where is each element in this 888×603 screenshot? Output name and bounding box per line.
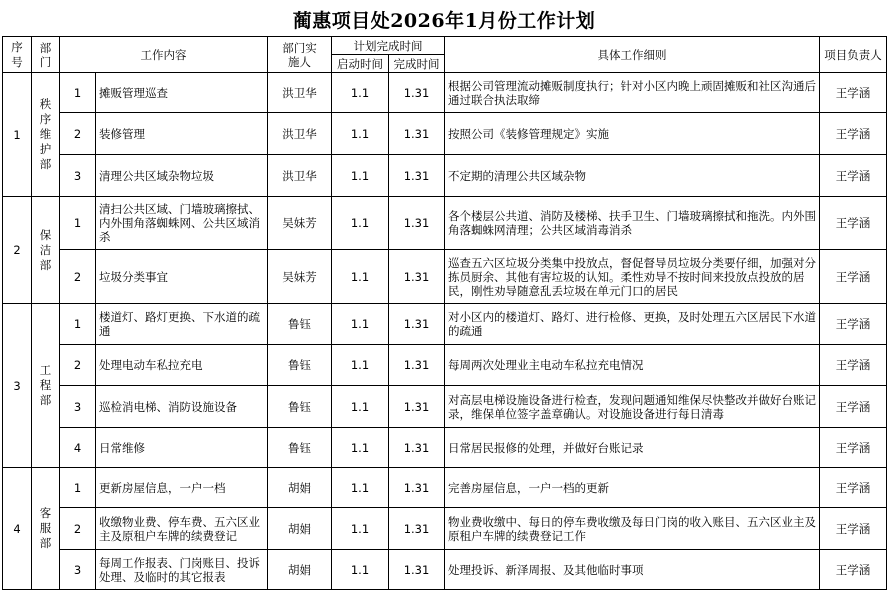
table-row: [3, 113, 887, 155]
row-person: 胡娟: [268, 550, 332, 590]
row-content: 摊贩管理巡查: [96, 73, 268, 113]
row-sub-number: 4: [60, 428, 96, 468]
row-finish: 1.31: [389, 250, 445, 304]
header-implementer: 部门实施人: [268, 37, 332, 73]
group-dept: 客服部: [32, 468, 60, 590]
row-finish: 1.31: [389, 304, 445, 345]
table-row: [3, 508, 887, 550]
row-owner: 王学涵: [820, 304, 887, 345]
row-content: 清理公共区域杂物垃圾: [96, 155, 268, 197]
row-person: 洪卫华: [268, 113, 332, 155]
row-detail: 每周两次处理业主电动车私拉充电情况: [445, 345, 820, 386]
header-start: 启动时间: [332, 55, 389, 73]
row-content: 每周工作报表、门岗账目、投诉处理、及临时的其它报表: [96, 550, 268, 590]
row-start: 1.1: [332, 428, 389, 468]
row-person: 鲁钰: [268, 304, 332, 345]
row-owner: 王学涵: [820, 508, 887, 550]
row-start: 1.1: [332, 386, 389, 428]
work-plan-table: [2, 36, 887, 590]
row-person: 洪卫华: [268, 73, 332, 113]
table-row: [3, 386, 887, 428]
row-start: 1.1: [332, 73, 389, 113]
row-finish: 1.31: [389, 155, 445, 197]
row-detail: 物业费收缴中、每日的停车费收缴及每日门岗的收入账目、五六区业主及原租户车牌的续费登记工作: [445, 508, 820, 550]
row-detail: 完善房屋信息，一户一档的更新: [445, 468, 820, 508]
group-number: 3: [3, 304, 32, 468]
row-person: 鲁钰: [268, 428, 332, 468]
row-finish: 1.31: [389, 468, 445, 508]
row-person: 吴妹芳: [268, 197, 332, 250]
row-owner: 王学涵: [820, 345, 887, 386]
row-content: 巡检消电梯、消防设施设备: [96, 386, 268, 428]
row-sub-number: 2: [60, 250, 96, 304]
row-content: 装修管理: [96, 113, 268, 155]
row-start: 1.1: [332, 197, 389, 250]
row-sub-number: 3: [60, 386, 96, 428]
row-detail: 各个楼层公共道、消防及楼梯、扶手卫生、门墙玻璃擦拭和拖洗。内外围角落蜘蛛网清理；公共区域消毒消杀: [445, 197, 820, 250]
row-sub-number: 2: [60, 508, 96, 550]
table-row: [3, 73, 887, 113]
row-owner: 王学涵: [820, 386, 887, 428]
row-finish: 1.31: [389, 550, 445, 590]
row-sub-number: 2: [60, 113, 96, 155]
table-row: [3, 550, 887, 590]
table-row: [3, 304, 887, 345]
header-content: 工作内容: [60, 37, 268, 73]
row-owner: 王学涵: [820, 155, 887, 197]
row-person: 鲁钰: [268, 345, 332, 386]
row-person: 吴妹芳: [268, 250, 332, 304]
row-start: 1.1: [332, 468, 389, 508]
group-dept: 工程部: [32, 304, 60, 468]
row-start: 1.1: [332, 304, 389, 345]
row-start: 1.1: [332, 113, 389, 155]
row-person: 洪卫华: [268, 155, 332, 197]
group-dept: 秩序维护部: [32, 73, 60, 197]
row-content: 清扫公共区域、门墙玻璃擦拭、内外围角落蜘蛛网、公共区域消杀: [96, 197, 268, 250]
group-number: 4: [3, 468, 32, 590]
group-dept: 保洁部: [32, 197, 60, 304]
row-start: 1.1: [332, 550, 389, 590]
row-detail: 处理投诉、新泽周报、及其他临时事项: [445, 550, 820, 590]
row-content: 楼道灯、路灯更换、下水道的疏通: [96, 304, 268, 345]
row-owner: 王学涵: [820, 550, 887, 590]
table-body: [3, 37, 887, 590]
header-row-1: [3, 37, 887, 55]
row-finish: 1.31: [389, 345, 445, 386]
row-start: 1.1: [332, 250, 389, 304]
row-owner: 王学涵: [820, 468, 887, 508]
group-number: 2: [3, 197, 32, 304]
row-person: 胡娟: [268, 508, 332, 550]
row-content: 处理电动车私拉充电: [96, 345, 268, 386]
header-owner: 项目负责人: [820, 37, 887, 73]
row-detail: 巡查五六区垃圾分类集中投放点，督促督导员垃圾分类要仔细，加强对分拣员厨余、其他有害垃圾的认知。柔性劝导不按时间来投放点投放的居民，刚性劝导随意乱丢垃圾在单元门口的居民: [445, 250, 820, 304]
header-dept: 部门: [32, 37, 60, 73]
row-content: 垃圾分类事宜: [96, 250, 268, 304]
row-person: 鲁钰: [268, 386, 332, 428]
row-content: 更新房屋信息，一户一档: [96, 468, 268, 508]
header-plan: 计划完成时间: [332, 37, 445, 55]
row-owner: 王学涵: [820, 73, 887, 113]
header-seq: 序号: [3, 37, 32, 73]
table-row: [3, 345, 887, 386]
table-row: [3, 197, 887, 250]
row-sub-number: 2: [60, 345, 96, 386]
row-owner: 王学涵: [820, 113, 887, 155]
row-finish: 1.31: [389, 508, 445, 550]
row-sub-number: 3: [60, 550, 96, 590]
row-finish: 1.31: [389, 197, 445, 250]
table-row: [3, 155, 887, 197]
row-sub-number: 1: [60, 468, 96, 508]
table-row: [3, 428, 887, 468]
row-finish: 1.31: [389, 386, 445, 428]
row-detail: 不定期的清理公共区域杂物: [445, 155, 820, 197]
row-owner: 王学涵: [820, 428, 887, 468]
row-finish: 1.31: [389, 428, 445, 468]
row-detail: 对高层电梯设施设备进行检查，发现问题通知维保尽快整改并做好台账记录，维保单位签字盖章确认。对设施设备进行每日清毒: [445, 386, 820, 428]
row-finish: 1.31: [389, 113, 445, 155]
table-row: [3, 250, 887, 304]
table-row: [3, 468, 887, 508]
row-sub-number: 1: [60, 304, 96, 345]
header-details: 具体工作细则: [445, 37, 820, 73]
row-sub-number: 1: [60, 197, 96, 250]
row-content: 日常维修: [96, 428, 268, 468]
row-person: 胡娟: [268, 468, 332, 508]
group-number: 1: [3, 73, 32, 197]
row-start: 1.1: [332, 508, 389, 550]
row-detail: 日常居民报修的处理，并做好台账记录: [445, 428, 820, 468]
row-detail: 按照公司《装修管理规定》实施: [445, 113, 820, 155]
row-owner: 王学涵: [820, 197, 887, 250]
row-start: 1.1: [332, 345, 389, 386]
row-detail: 对小区内的楼道灯、路灯、进行检修、更换，及时处理五六区居民下水道的疏通: [445, 304, 820, 345]
row-finish: 1.31: [389, 73, 445, 113]
page-title: 蔺惠项目处2026年1月份工作计划: [292, 10, 596, 32]
row-detail: 根据公司管理流动摊贩制度执行；针对小区内晚上顽固摊贩和社区沟通后通过联合执法取缔: [445, 73, 820, 113]
row-start: 1.1: [332, 155, 389, 197]
row-owner: 王学涵: [820, 250, 887, 304]
row-content: 收缴物业费、停车费、五六区业主及原租户车牌的续费登记: [96, 508, 268, 550]
row-sub-number: 1: [60, 73, 96, 113]
header-finish: 完成时间: [389, 55, 445, 73]
row-sub-number: 3: [60, 155, 96, 197]
